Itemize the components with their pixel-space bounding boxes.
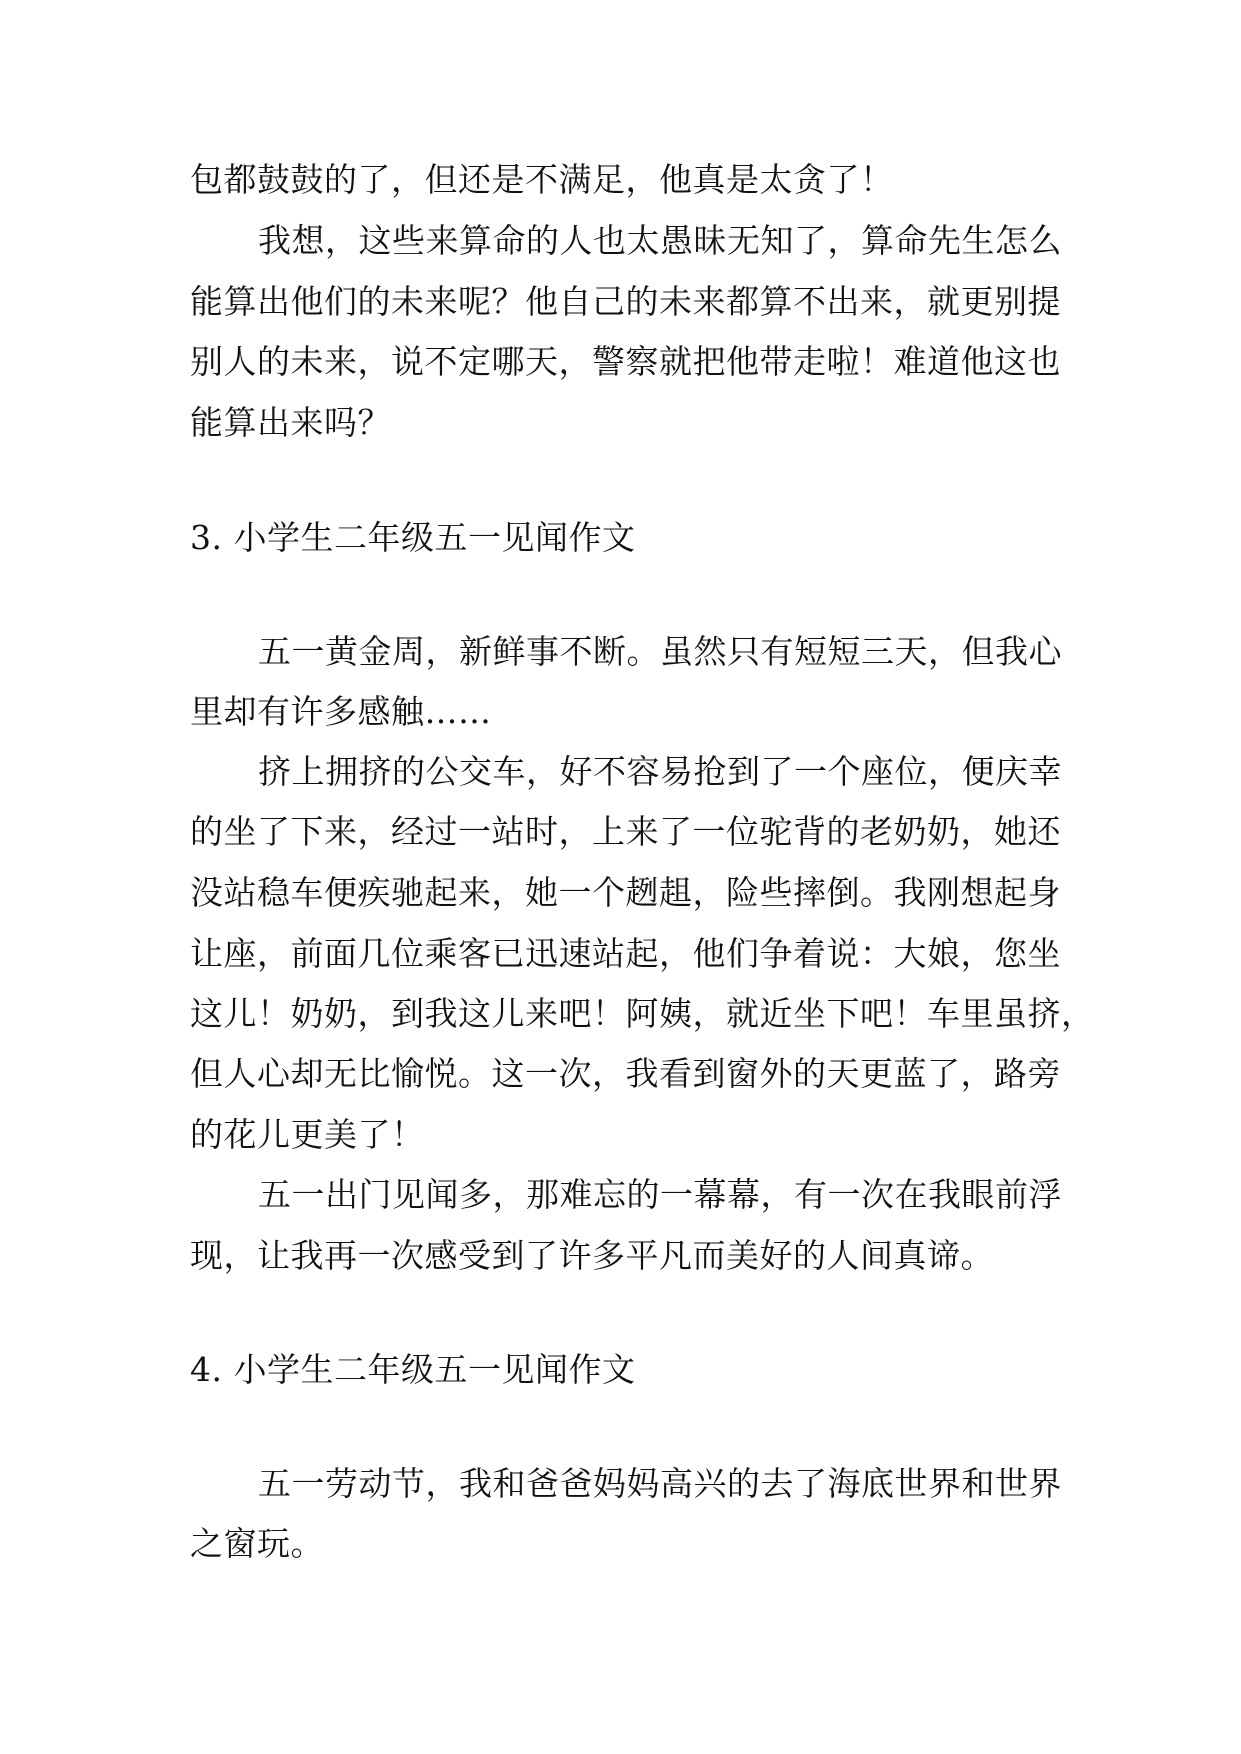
section-heading-4: 4. 小学生二年级五一见闻作文 — [190, 1350, 636, 1389]
text-line: 挤上拥挤的公交车，好不容易抢到了一个座位，便庆幸 — [258, 752, 1062, 791]
text-line: 五一劳动节，我和爸爸妈妈高兴的去了海底世界和世界 — [258, 1464, 1062, 1503]
text-line: 包都鼓鼓的了，但还是不满足，他真是太贪了！ — [190, 160, 894, 199]
text-line: 能算出他们的未来呢？他自己的未来都算不出来，就更别提 — [190, 282, 1061, 321]
section-heading-3: 3. 小学生二年级五一见闻作文 — [190, 518, 636, 557]
text-line: 让座，前面几位乘客已迅速站起，他们争着说：大娘，您坐 — [190, 934, 1061, 973]
text-line: 的花儿更美了！ — [190, 1115, 425, 1154]
text-line: 现，让我再一次感受到了许多平凡而美好的人间真谛。 — [190, 1236, 994, 1275]
text-line: 我想，这些来算命的人也太愚昧无知了，算命先生怎么 — [258, 221, 1062, 260]
text-line: 但人心却无比愉悦。这一次，我看到窗外的天更蓝了，路旁 — [190, 1054, 1061, 1093]
text-line: 五一出门见闻多，那难忘的一幕幕，有一次在我眼前浮 — [258, 1175, 1062, 1214]
text-line: 之窗玩。 — [190, 1524, 324, 1563]
text-line: 别人的未来，说不定哪天，警察就把他带走啦！难道他这也 — [190, 342, 1061, 381]
text-line: 五一黄金周，新鲜事不断。虽然只有短短三天，但我心 — [258, 632, 1062, 671]
text-line: 的坐了下来，经过一站时，上来了一位驼背的老奶奶，她还 — [190, 812, 1061, 851]
text-line: 里却有许多感触…… — [190, 692, 492, 731]
text-line: 这儿！奶奶，到我这儿来吧！阿姨，就近坐下吧！车里虽挤， — [190, 994, 1095, 1033]
text-line: 能算出来吗？ — [190, 403, 391, 442]
text-line: 没站稳车便疾驰起来，她一个趔趄，险些摔倒。我刚想起身 — [190, 873, 1061, 912]
